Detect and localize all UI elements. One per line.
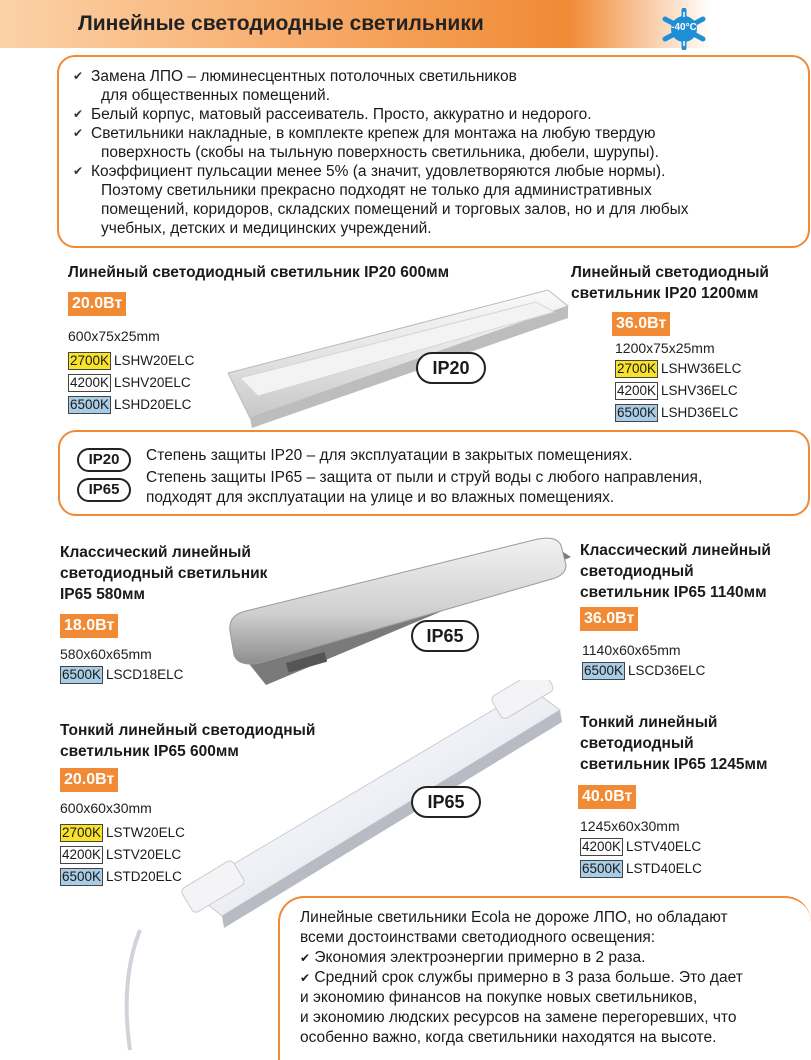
dimensions: 600x60x30mm: [60, 800, 152, 816]
note-line: особенно важно, когда светильники находятся на высоте.: [300, 1029, 717, 1046]
check-icon: ✔: [73, 107, 84, 121]
note-line: всеми достоинствами светодиодного освещения:: [300, 929, 656, 946]
wattage-badge: 20.0Вт: [68, 292, 126, 316]
benefits-box: [278, 896, 811, 1060]
product-title: Линейный светодиодный светильник IP20 1200мм: [571, 264, 769, 302]
check-icon: ✔: [73, 164, 84, 178]
info-bullet: ✔ Коэффициент пульсации менее 5% (а значит, удовлетворяются любые нормы). Поэтому светильники прекрасно подходят не только для административных помещений, коридоров, складских помещений и торговых залов, но и для любых учебных, детских и медицинских учреждений.: [73, 163, 689, 237]
ip20-badge: IP20: [416, 352, 486, 384]
color-temp-row: 4200K LSHV36ELC: [617, 383, 738, 398]
lamp-ip20-image: [218, 278, 578, 428]
dimensions: 1140x60x65mm: [582, 642, 681, 658]
color-temp-row: 6500K LSCD18ELC: [62, 667, 184, 682]
ip65-description: Степень защиты IP65 – защита от пыли и струй воды с любого направления,: [146, 469, 703, 486]
info-bullet: ✔ Светильники накладные, в комплекте крепеж для монтажа на любую твердую поверхность (скобы на тыльную поверхность светильника, дюбели, шурупы).: [73, 125, 659, 161]
dimensions: 600x75x25mm: [68, 328, 160, 344]
note-bullet: ✔ Экономия электроэнергии примерно в 2 раза.: [300, 949, 646, 966]
ip65-badge: IP65: [411, 786, 481, 818]
dimensions: 1245x60x30mm: [580, 818, 680, 834]
note-bullet: ✔ Средний срок службы примерно в 3 раза больше. Это дает: [300, 969, 743, 986]
color-temp-row: 6500K LSTD20ELC: [62, 869, 182, 884]
color-temp-row: 6500K LSTD40ELC: [582, 861, 702, 876]
wattage-badge: 40.0Вт: [578, 785, 636, 809]
product-title: Линейный светодиодный светильник IP20 600мм: [68, 264, 450, 281]
check-icon: ✔: [300, 971, 311, 985]
ip20-badge: IP20: [77, 448, 131, 472]
check-icon: ✔: [73, 126, 84, 140]
ip20-description: Степень защиты IP20 – для эксплуатации в закрытых помещениях.: [146, 447, 633, 464]
temperature-badge: -40°C: [671, 22, 697, 33]
ip65-badge: IP65: [411, 620, 479, 652]
product-title: Тонкий линейный светодиодный светильник IP65 600мм: [60, 722, 316, 760]
wattage-badge: 20.0Вт: [60, 768, 118, 792]
info-box: [57, 55, 810, 248]
color-temp-row: 2700K LSHW20ELC: [70, 353, 195, 368]
note-line: Линейные светильники Ecola не дороже ЛПО, но обладают: [300, 909, 728, 926]
info-bullet: ✔ Замена ЛПО – люминесцентных потолочных светильников для общественных помещений.: [73, 68, 517, 104]
check-icon: ✔: [300, 951, 311, 965]
ip65-description-cont: подходят для эксплуатации на улице и во влажных помещениях.: [146, 489, 615, 506]
note-line: и экономию финансов на покупке новых светильников,: [300, 989, 698, 1006]
wattage-badge: 36.0Вт: [580, 607, 638, 631]
note-line: и экономию людских ресурсов на замене перегоревших, что: [300, 1009, 737, 1026]
check-icon: ✔: [73, 69, 84, 83]
color-temp-row: 6500K LSCD36ELC: [584, 663, 706, 678]
product-title: Классический линейный светодиодный светильник IP65 1140мм: [580, 542, 771, 601]
color-temp-list: [68, 350, 194, 416]
color-temp-list: [582, 660, 705, 682]
color-temp-row: 2700K LSTW20ELC: [62, 825, 185, 840]
lamp-ip65-classic-image: [226, 535, 576, 690]
color-temp-row: 2700K LSHW36ELC: [617, 361, 742, 376]
color-temp-row: 6500K LSHD20ELC: [70, 397, 192, 412]
wattage-badge: 36.0Вт: [612, 312, 670, 336]
color-temp-row: 4200K LSTV20ELC: [62, 847, 182, 862]
ip65-badge: IP65: [77, 478, 131, 502]
dimensions: 1200x75x25mm: [615, 340, 715, 356]
product-title: Тонкий линейный светодиодный светильник IP65 1245мм: [580, 714, 768, 773]
page-title: Линейные светодиодные светильники: [78, 12, 484, 35]
color-temp-row: 4200K LSHV20ELC: [70, 375, 191, 390]
color-temp-row: 4200K LSTV40ELC: [582, 839, 702, 854]
wattage-badge: 18.0Вт: [60, 614, 118, 638]
dimensions: 580x60x65mm: [60, 646, 152, 662]
color-temp-list: [580, 836, 702, 880]
product-title: Классический линейный светодиодный светильник IP65 580мм: [60, 544, 268, 603]
info-bullet: ✔ Белый корпус, матовый рассеиватель. Просто, аккуратно и недорого.: [73, 106, 592, 123]
color-temp-row: 6500K LSHD36ELC: [617, 405, 739, 420]
color-temp-list: [615, 358, 741, 424]
